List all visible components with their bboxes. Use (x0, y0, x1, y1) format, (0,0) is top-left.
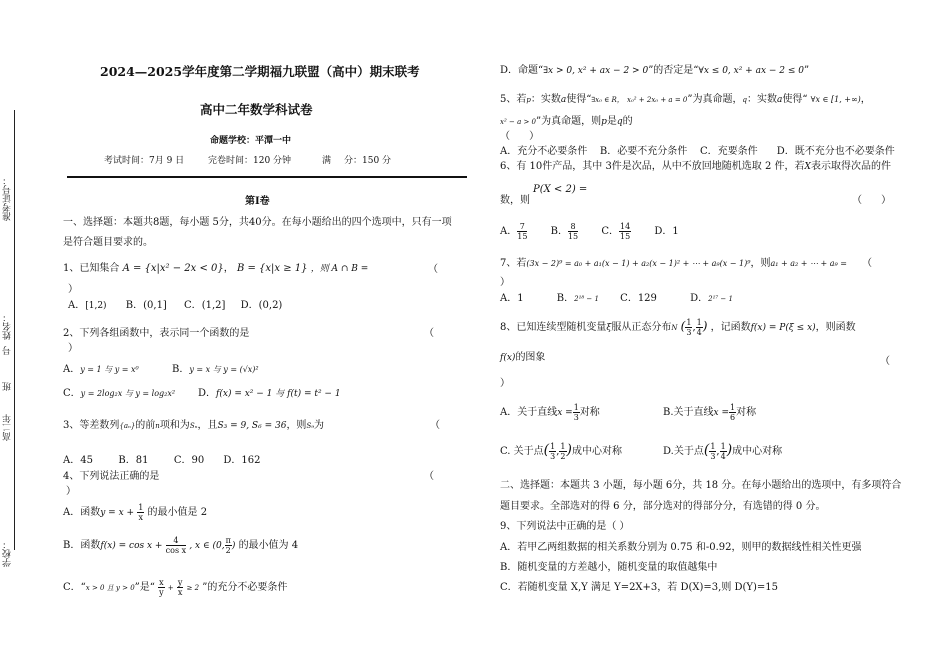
q5-options: A．充分不必要条件 B．必要不充分条件 C．充要条件 D．既不充分也不必要条件 (500, 146, 895, 157)
section1-intro-line2: 是符合题目要求的。 (63, 237, 153, 248)
q6-options: A． $\frac{7}{15}$ B． $\frac{8}{15}$ C． $\frac{14}{15}$ D．1 (500, 222, 679, 241)
q1-question: ，则 A ∩ B = (310, 264, 369, 274)
section1-intro-line1: 一、选择题：本题共8题，每小题 5分，共40分。在每小题给出的四个选项中，只有一项 (63, 217, 452, 228)
q2-paren-close: ） (68, 343, 78, 354)
side-ticket-label: 准考证号： (3, 176, 13, 221)
q6-probability: P(X < 2) = (533, 184, 588, 195)
q4-paren-open: （ (424, 471, 434, 482)
q9-stem: 9、下列说法中正确的是（ ） (500, 521, 630, 532)
q7-paren-close: ） (500, 277, 510, 288)
q8-stem-line2: f(x)的图象 (500, 352, 546, 363)
school-line: 命题学校：平潭一中 (210, 136, 292, 146)
q1-stem: 1、已知集合 A = {x|x² − 2x < 0}， B = {x|x ≥ 1} ，则 A ∩ B = (63, 263, 369, 274)
q2-paren-open: （ (424, 328, 434, 339)
header-rule (67, 176, 467, 178)
q2-stem: 2、下列各组函数中，表示同一个函数的是 (63, 328, 250, 339)
q8-paren-open: （ (880, 356, 890, 367)
q8-option-b: B.关于直线x = $\frac{1}{6}$ 对称 (663, 403, 757, 422)
q1-set-b: B = {x|x ≥ 1} (236, 263, 308, 274)
q8-option-a: A．关于直线x = $\frac{1}{3}$ 对称 (500, 403, 600, 422)
exam-title: 2024—2025学年度第二学期福九联盟（高中）期末联考 (100, 64, 420, 79)
volume-label: 第Ⅰ卷 (245, 196, 270, 207)
side-grade-label: 高二年 (3, 414, 13, 441)
exam-subtitle: 高中二年数学科试卷 (200, 102, 313, 117)
q8-stem: 8、已知连续型随机变量ξ服从正态分布N ( $\frac{1}{3}$ , $\frac{1}{4}$ ) ，记函数f(x) = P(ξ ≤ x)，则函数 (500, 318, 856, 337)
q4-option-a: A．函数y = x + $\frac{1}{x}$ 的最小值是 2 (63, 503, 208, 522)
q8-option-d: D.关于点( $\frac{1}{3}$ , $\frac{1}{4}$ )成中心对称 (663, 442, 783, 461)
q5-paren: （ ） (500, 131, 540, 142)
q4-option-b: B．函数f(x) = cos x + $\frac{4}{\text{cos x}}$ , x ∈ (0, $\frac{\pi}{2}$ ) 的最小值为 4 (63, 536, 299, 555)
q4-stem: 4、下列说法正确的是 (63, 471, 160, 482)
q1-set-a: A = {x|x² − 2x < 0} (122, 263, 224, 274)
section2-intro-line2: 题目要求。全部选对的得 6 分，部分选对的得部分分，有选错的得 0 分。 (500, 501, 826, 512)
q5-stem-line2: x² − a > 0”为真命题，则p是q的 (500, 116, 633, 127)
q8-paren-close: ） (500, 378, 510, 389)
q6-stem: 6、有 10件产品，其中 3件是次品，从中不放回地随机选取 2 件，若X表示取得次品的件 (500, 161, 891, 172)
side-school-label: 学校： (3, 540, 13, 567)
exam-duration: 完卷时间：120 分钟 (208, 156, 292, 166)
q9-option-b: B．随机变量的方差越小，随机变量的取值越集中 (500, 562, 718, 573)
q4-paren-close: ） (66, 486, 76, 497)
q7-paren-open: （ (862, 258, 872, 269)
q2-option-b: B．y = x 与 y = (√x)² (172, 364, 259, 375)
full-score: 分：150 分 (344, 156, 392, 166)
q7-options: A．1 B．2¹⁸ − 1 C．129 D．2¹⁷ − 1 (500, 293, 733, 304)
q4-option-c: C．“x > 0 且 y > 0”是“ $\frac{x}{y}$ + $\frac{y}{x}$ ≥ 2 ”的充分不必要条件 (63, 578, 288, 597)
binding-line (14, 110, 15, 550)
q2-option-d: D．f(x) = x² − 1 与 f(t) = t² − 1 (198, 388, 341, 399)
section2-intro-line1: 二、选择题：本题共 3 小题，每小题 6分，共 18 分。在每小题给出的选项中，有多项符合 (500, 480, 902, 491)
side-class-label: 班 (3, 382, 13, 391)
q9-option-a: A．若甲乙两组数据的相关系数分别为 0.75 和-0.92，则甲的数据线性相关性更强 (500, 542, 862, 553)
side-name-label: 姓名： (3, 313, 13, 340)
q3-stem: 3、等差数列{aₙ}的前n项和为Sₙ，且S₃ = 9, S₆ = 36，则S₉为 (63, 420, 325, 431)
q3-options: A．45 B．81 C．90 D．162 (63, 455, 261, 466)
q8-option-c: C. 关于点( $\frac{1}{3}$ , $\frac{1}{2}$ )成中心对称 (500, 442, 622, 461)
full-score-label: 满 (322, 156, 332, 166)
q4-option-d: D．命题“∃x > 0, x² + ax − 2 > 0”的否定是“∀x ≤ 0, x² + ax − 2 ≤ 0” (500, 65, 810, 76)
q6-stem-line2: 数，则 (500, 195, 530, 206)
q1-paren-open: （ (428, 264, 438, 275)
side-seat-label: 号 (3, 346, 13, 355)
q5-stem-line1: 5、若p：实数a使得“∃x₀ ∈ R， x₀² + 2x₀ + a = 0”为真命题，q：实数a使得“ ∀x ∈ [1, +∞)， (500, 94, 871, 105)
q7-stem: 7、若(3x − 2)⁹ = a₀ + a₁(x − 1) + a₂(x − 1)² + ⋯ + a₉(x − 1)⁹，则a₁ + a₂ + ⋯ + a₉ = (500, 258, 848, 269)
q2-option-a: A．y = 1 与 y = x⁰ (63, 364, 139, 375)
exam-time: 考试时间：7月 9 日 (104, 156, 185, 166)
q1-options: A．[1,2) B．(0,1] C．(1,2] D．(0,2) (68, 300, 283, 311)
q6-paren: （ ） (852, 195, 892, 206)
q3-paren: （ (430, 420, 440, 431)
q1-paren-close: ） (68, 284, 78, 295)
q9-option-c: C．若随机变量 X,Y 满足 Y=2X+3，若 D(X)=3,则 D(Y)=15 (500, 582, 779, 593)
q2-option-c: C．y = 2log₂x 与 y = log₂x² (63, 388, 176, 399)
